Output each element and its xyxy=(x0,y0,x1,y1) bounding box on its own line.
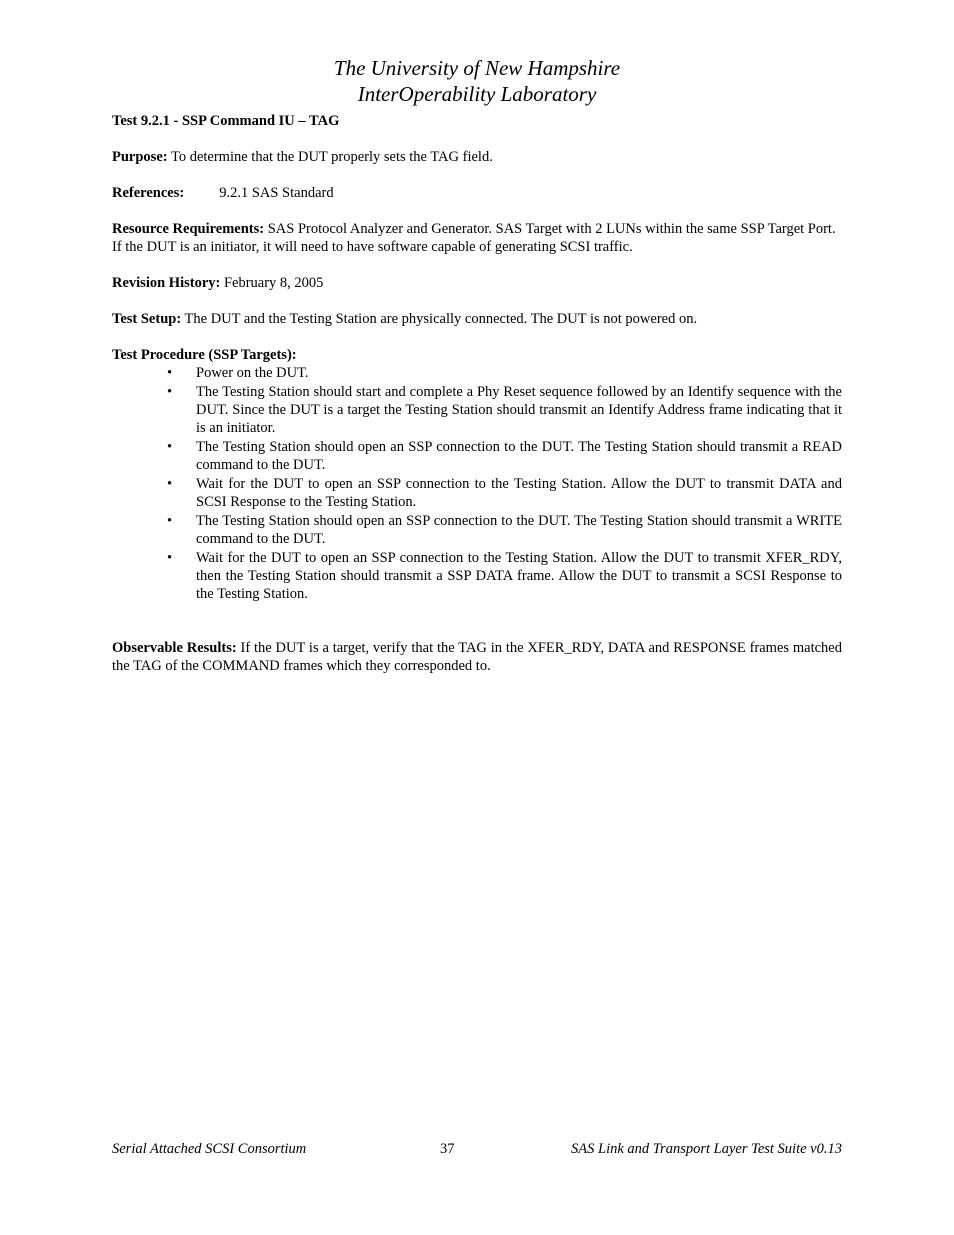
purpose-text: To determine that the DUT properly sets the TAG field. xyxy=(170,149,493,165)
procedure-label: Test Procedure (SSP Targets): xyxy=(112,347,297,363)
list-item: • Power on the DUT. xyxy=(167,365,309,381)
header-institution: The University of New Hampshire xyxy=(333,56,621,80)
footer-left: Serial Attached SCSI Consortium xyxy=(112,1141,307,1157)
setup-text: The DUT and the Testing Station are physically connected. The DUT is not powered on. xyxy=(184,311,698,327)
bullet-icon: • xyxy=(167,476,173,492)
setup-section xyxy=(112,310,842,328)
observable-section xyxy=(112,639,842,675)
purpose-section xyxy=(112,148,842,166)
observable-label: Observable Results: xyxy=(112,640,237,656)
list-item: • The Testing Station should open an SSP connection to the DUT. The Testing Station should transmit a WRITE command to the DUT. xyxy=(167,513,842,547)
resources-section xyxy=(112,220,842,256)
document-body xyxy=(112,112,842,675)
list-item: • The Testing Station should start and complete a Phy Reset sequence followed by an Identify sequence with the DUT. Since the DUT is a target the Testing Station should transmit an Identify Address frame indicating that it is an initiator. xyxy=(167,384,842,436)
resources-text: SAS Protocol Analyzer and Generator. SAS Target with 2 LUNs within the same SSP Target Port. If the DUT is an initiator, it will need to have software capable of generating SCSI traffic. xyxy=(112,221,836,255)
footer-right: SAS Link and Transport Layer Test Suite v0.13 xyxy=(571,1141,842,1157)
bullet-icon: • xyxy=(167,384,173,400)
bullet-icon: • xyxy=(167,365,173,381)
references-text: 9.2.1 SAS Standard xyxy=(219,185,334,201)
bullet-icon: • xyxy=(167,513,173,529)
purpose-label: Purpose: xyxy=(112,149,168,165)
references-section xyxy=(112,184,842,202)
procedure-section xyxy=(112,346,842,364)
list-item: • Wait for the DUT to open an SSP connection to the Testing Station. Allow the DUT to transmit XFER_RDY, then the Testing Station should transmit a SSP DATA frame. Allow the DUT to transmit a SCSI Response to the Testing Station. xyxy=(167,550,842,602)
resources-label: Resource Requirements: xyxy=(112,221,265,237)
page-footer xyxy=(112,1140,842,1160)
observable-text: If the DUT is a target, verify that the TAG in the XFER_RDY, DATA and RESPONSE frames matched the TAG of the COMMAND frames which they corresponded to. xyxy=(112,640,842,674)
bullet-icon: • xyxy=(167,550,173,566)
list-item: • The Testing Station should open an SSP connection to the DUT. The Testing Station should transmit a READ command to the DUT. xyxy=(167,439,842,473)
list-item: • Wait for the DUT to open an SSP connection to the Testing Station. Allow the DUT to transmit DATA and SCSI Response to the Testing Station. xyxy=(167,476,842,510)
header-lab: InterOperability Laboratory xyxy=(357,82,597,106)
revision-section xyxy=(112,274,842,292)
page-header xyxy=(0,55,954,107)
bullet-icon: • xyxy=(167,439,173,455)
revision-label: Revision History: xyxy=(112,275,221,291)
revision-text: February 8, 2005 xyxy=(223,275,324,291)
procedure-list xyxy=(112,364,842,603)
page-number: 37 xyxy=(440,1141,455,1157)
references-label: References: xyxy=(112,185,185,201)
test-title: Test 9.2.1 - SSP Command IU – TAG xyxy=(112,113,340,129)
setup-label: Test Setup: xyxy=(112,311,182,327)
